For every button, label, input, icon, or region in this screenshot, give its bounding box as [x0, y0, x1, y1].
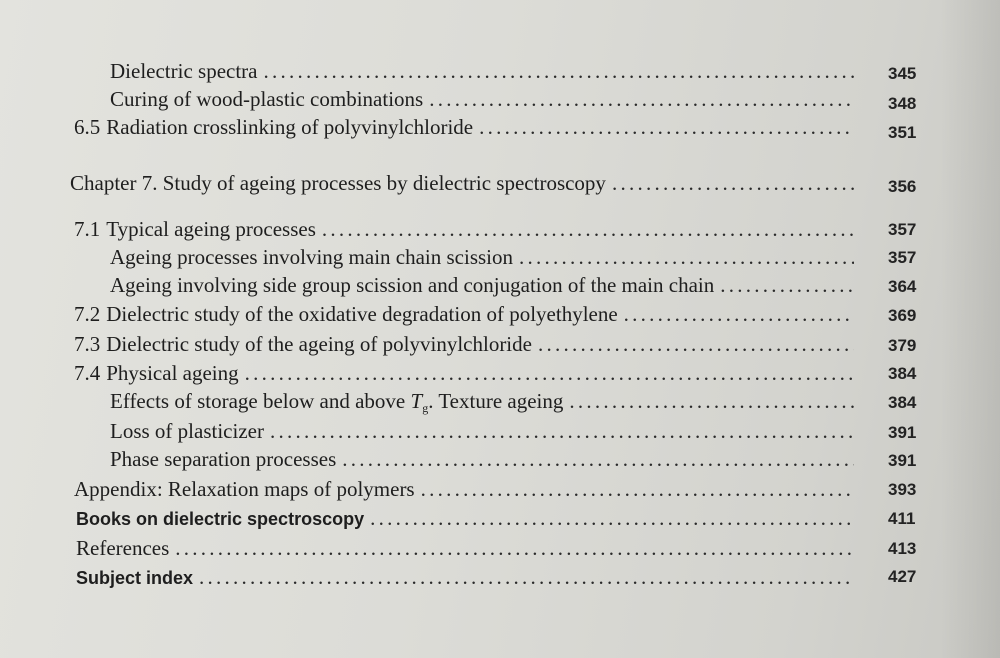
toc-entry-page: 351: [888, 123, 917, 142]
toc-entry-page: 369: [888, 306, 917, 325]
toc-entry-title: [74, 360, 239, 386]
toc-entry-text-after: . Texture ageing: [428, 389, 564, 413]
toc-entry-page: 356: [888, 177, 917, 196]
toc-entry-title: [110, 388, 563, 421]
toc-entry-title: Appendix: Relaxation maps of polymers: [74, 477, 415, 501]
toc-entry-page: 384: [888, 364, 917, 383]
toc-entry-title: Ageing involving side group scission and conjugation of the main chain: [110, 273, 715, 297]
toc-entry-main-chain-scission: [110, 244, 860, 270]
toc-entry-page: 379: [888, 336, 917, 355]
dot-leader: [370, 505, 854, 531]
toc-entry-title: Curing of wood-plastic combinations: [110, 87, 424, 111]
toc-entry-number: 7.1: [74, 217, 101, 241]
toc-entry-text: Dielectric study of the ageing of polyvinylchloride: [106, 332, 532, 356]
dot-leader: [569, 388, 854, 414]
toc-entry-number: 6.5: [74, 115, 101, 139]
toc-entry-storage-tg: [110, 388, 860, 421]
toc-entry-title: Phase separation processes: [110, 447, 337, 471]
toc-entry-7-1: [74, 216, 860, 242]
toc-entry-title: Chapter 7. Study of ageing processes by dielectric spectroscopy: [70, 171, 606, 195]
toc-entry-title: [74, 216, 316, 242]
toc-entry-title: [74, 114, 473, 140]
toc-entry-page: 391: [888, 423, 917, 442]
toc-entry-chapter-7: [70, 170, 860, 196]
toc-entry-7-3: [74, 331, 860, 357]
toc-entry-7-4: [74, 360, 860, 386]
toc-entry-phase-separation: [110, 446, 860, 472]
toc-entry-title: References: [76, 536, 170, 560]
toc-entry-title: Books on dielectric spectroscopy: [76, 509, 365, 529]
toc-entry-text: Radiation crosslinking of polyvinylchloride: [106, 115, 474, 139]
dot-leader: [342, 446, 854, 472]
dot-leader: [519, 244, 854, 270]
toc-entry-7-2: [74, 301, 860, 327]
toc-entry-number: 7.4: [74, 361, 101, 385]
toc-entry-side-group-scission: [110, 272, 860, 298]
toc-entry-page: 391: [888, 451, 917, 470]
toc-entry-subject-index: [76, 564, 860, 591]
dot-leader: [479, 114, 854, 140]
toc-entry-page: 384: [888, 393, 917, 412]
tg-subscript: g: [422, 401, 429, 415]
toc-entry-text: Effects of storage below and above: [110, 389, 411, 413]
tg-symbol: T: [410, 389, 423, 413]
dot-leader: [264, 58, 855, 84]
toc-entry-books: [76, 505, 860, 532]
toc-entry-6-5: [74, 114, 860, 140]
toc-entry-page: 357: [888, 220, 917, 239]
toc-entry-text: Typical ageing processes: [106, 217, 316, 241]
toc-entry-page: 345: [888, 64, 917, 83]
toc-entry-page: 364: [888, 277, 917, 296]
toc-entry-title: Subject index: [76, 568, 194, 588]
toc-entry-page: 357: [888, 248, 917, 267]
toc-entry-page: 411: [888, 509, 916, 528]
toc-entry-appendix: [74, 476, 860, 502]
dot-leader: [245, 360, 854, 386]
dot-leader: [624, 301, 854, 327]
toc-entry-loss-of-plasticizer: [110, 418, 860, 444]
dot-leader: [270, 418, 854, 444]
dot-leader: [421, 476, 854, 502]
toc-entry-dielectric-spectra: [110, 58, 860, 84]
toc-entry-text: Physical ageing: [106, 361, 239, 385]
dot-leader: [429, 86, 854, 112]
dot-leader: [538, 331, 854, 357]
toc-entry-page: 413: [888, 539, 917, 558]
toc-entry-title: Dielectric spectra: [110, 59, 258, 83]
dot-leader: [175, 535, 854, 561]
toc-entry-text: Dielectric study of the oxidative degradation of polyethylene: [106, 302, 618, 326]
toc-entry-page: 393: [888, 480, 917, 499]
toc-entry-title: Ageing processes involving main chain scission: [110, 245, 514, 269]
toc-entry-title: Loss of plasticizer: [110, 419, 264, 443]
toc-entry-title: [74, 301, 618, 327]
toc-entry-references: [76, 535, 860, 561]
toc-entry-page: 427: [888, 567, 917, 586]
toc-entry-page: 348: [888, 94, 917, 113]
dot-leader: [720, 272, 854, 298]
dot-leader: [322, 216, 854, 242]
toc-entry-number: 7.2: [74, 302, 101, 326]
toc-entry-number: 7.3: [74, 332, 101, 356]
toc-entry-curing-wood-plastic: [110, 86, 860, 112]
dot-leader: [199, 564, 854, 590]
dot-leader: [612, 170, 854, 196]
toc-entry-title: [74, 331, 532, 357]
